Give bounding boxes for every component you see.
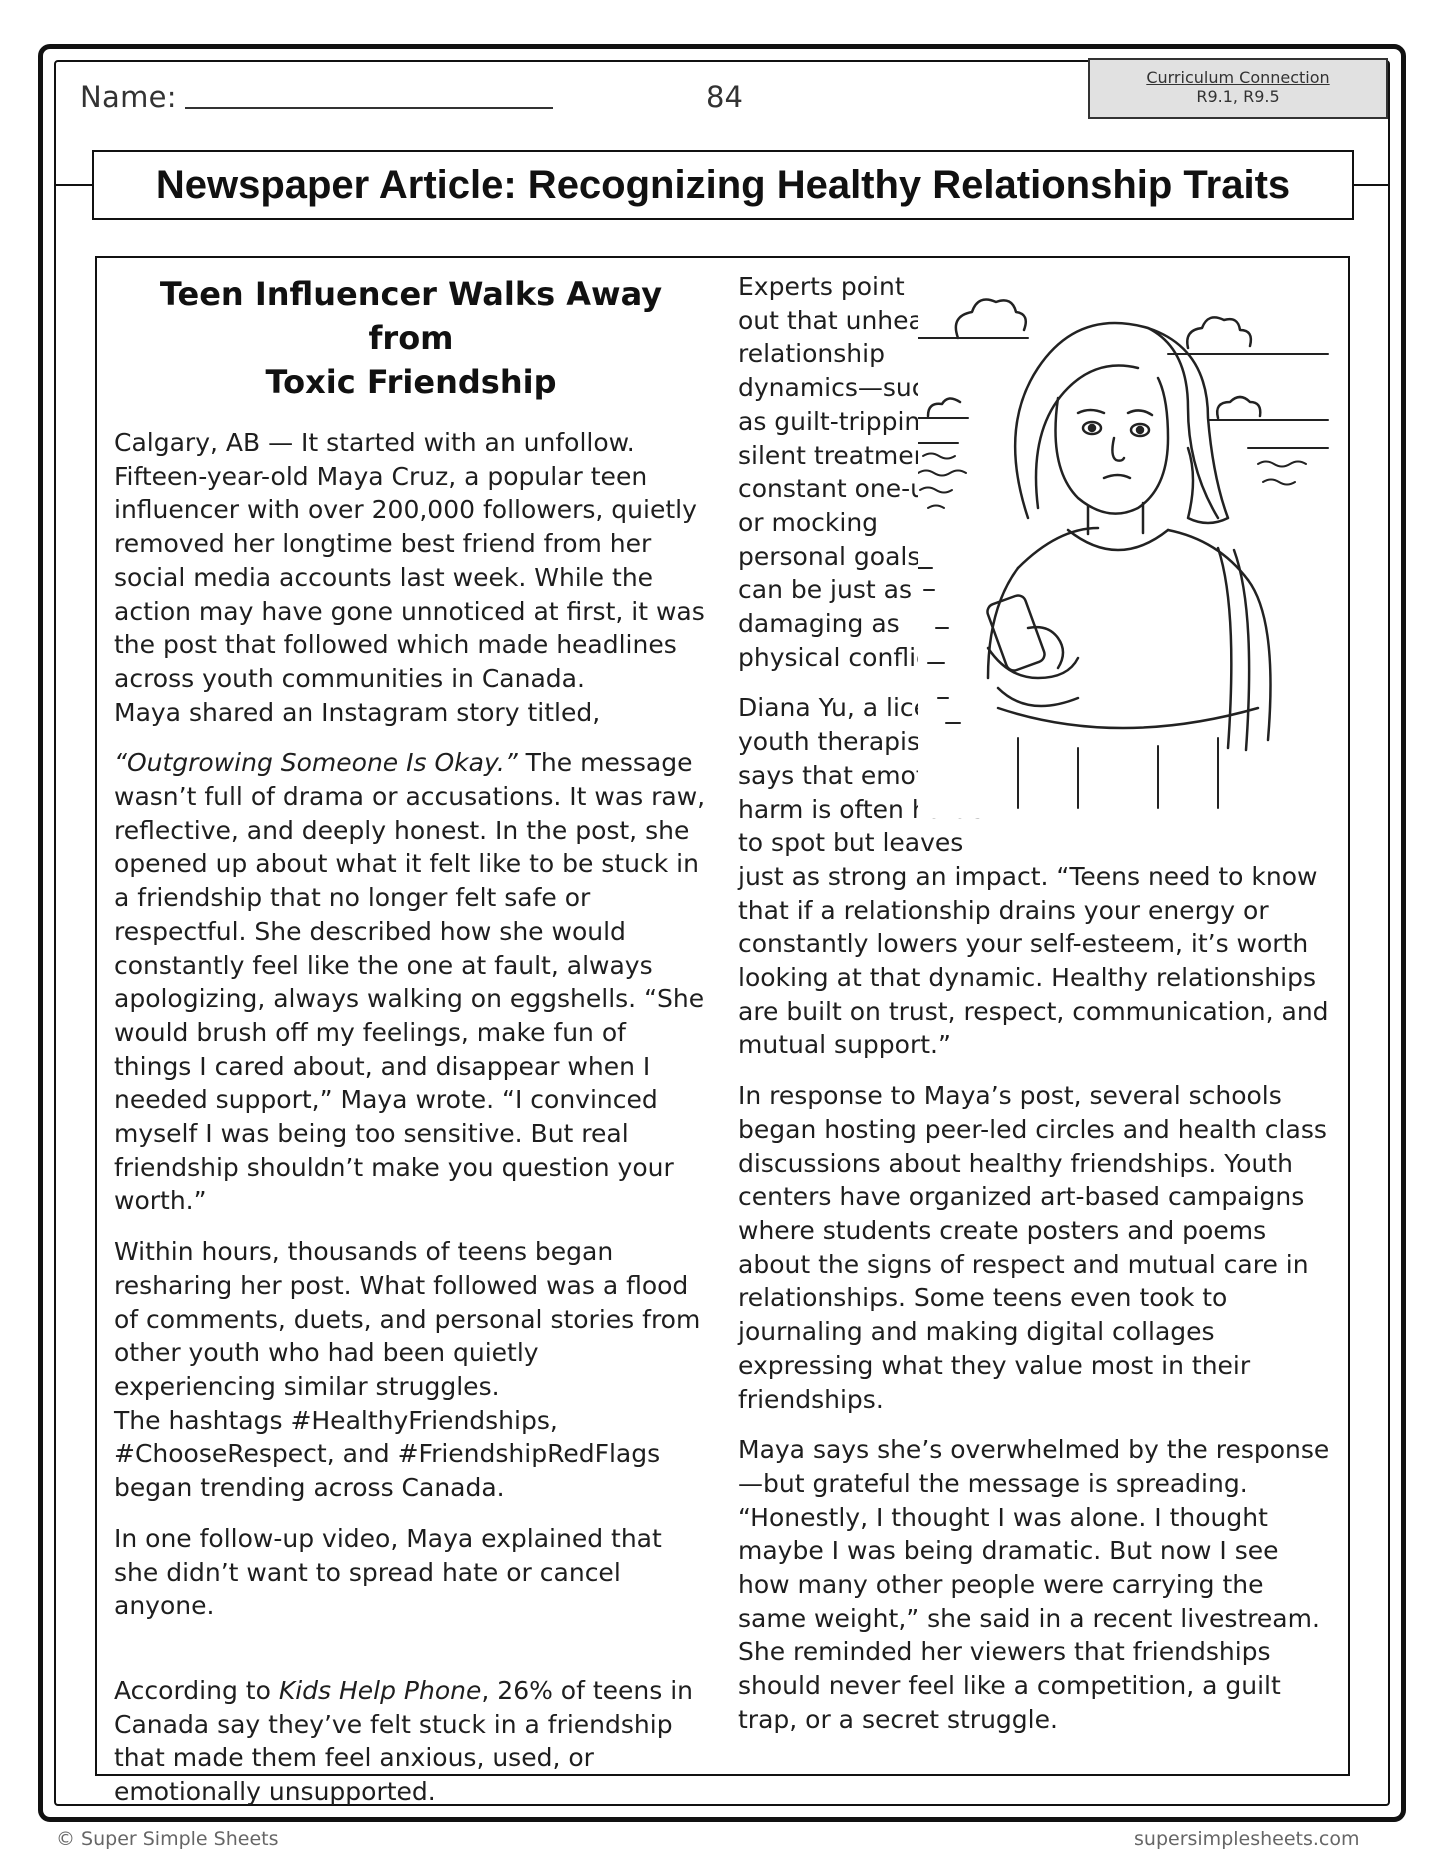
title-rule-left [54,184,94,186]
footer-website-link[interactable]: supersimplesheets.com [1134,1828,1360,1850]
curriculum-codes: R9.1, R9.5 [1196,87,1280,106]
name-label: Name: [80,80,177,114]
statistic-source: Kids Help Phone [278,1675,482,1705]
post-title-quote: “Outgrowing Someone Is Okay.” [114,748,518,778]
name-blank-line[interactable] [185,81,553,109]
curriculum-connection-box [1088,58,1388,119]
paragraph-post [114,746,708,1218]
paragraph-therapist: Diana Yu, a licensed youth therapist, says that emotional harm is often harder to spot but leaves just as strong an impact. “Teens need to know that if a relationship drains your energy or constantly lowers your self-esteem, it’s worth looking at that dynamic. Healthy relationships are built on trust, respect, communication, and mutual support.” [738,693,1329,1060]
name-field[interactable] [80,80,553,114]
paragraph-reaction: Within hours, thousands of teens began resharing her post. What followed was a flood of comments, duets, and personal stories from other youth who had been quietly experiencing similar struggles. [114,1237,701,1401]
footer-copyright: © Super Simple Sheets [56,1828,279,1850]
article-headline [114,270,708,404]
statistic-pre: According to [114,1675,279,1705]
page-number: 84 [706,80,743,114]
post-body: The message wasn’t full of drama or accusations. It was raw, reflective, and deeply honest. In the post, she opened up about what it felt like to be stuck in a friendship that no longer felt safe or respectful. She described how she would constantly feel like the one at fault, always apologizing, always walking on eggshells. “She would brush off my feelings, make fun of things I cared about, and disappear when I needed support,” Maya wrote. “I convinced myself I was being too sensitive. But real friendship shouldn’t make you question your worth.” [114,748,706,1216]
paragraph-schools: In response to Maya’s post, several schools began hosting peer-led circles and health class discussions about healthy friendships. Youth centers have organized art-based campaigns where students create posters and poems about the signs of respect and mutual care in relationships. Some teens even took to journaling and making digital collages expressing what they value most in their friendships. [738,1081,1327,1414]
paragraph-experts: Experts point out that unhealthy relationship dynamics—such as guilt-tripping, silent treatment, constant one-upping, or mocking personal goals— can be just as damaging as physical conflict. [738,272,1005,672]
title-rule-right [1352,184,1390,186]
curriculum-title: Curriculum Connection [1146,68,1330,87]
therapist-quote: just as strong an impact. “Teens need to know that if a relationship drains your energy or constantly lowers your self-esteem, it’s worth looking at that dynamic. Healthy relationships are built on trust, respect, communication, and mutual support.” [738,861,1329,1060]
article-left-column [114,270,708,1826]
statistic-rest: , 26% of teens in Canada say they’ve felt stuck in a friendship that made them feel anxious, used, or emotionally unsupported. [114,1675,694,1807]
paragraph-hashtags: The hashtags #HealthyFriendships, #ChooseRespect, and #FriendshipRedFlags began trending across Canada. [114,1405,661,1503]
girl-with-phone-illustration [918,268,1346,818]
paragraph-maya-response: Maya says she’s overwhelmed by the response—but grateful the message is spreading. “Honestly, I thought I was alone. I thought maybe I was being dramatic. But now I see how many other people were carrying the same weight,” she said in a recent livestream. She reminded her viewers that friendships should never feel like a competition, a guilt trap, or a secret struggle. [738,1435,1330,1734]
headline-line-2: Toxic Friendship [265,363,557,401]
worksheet-title: Newspaper Article: Recognizing Healthy Relationship Traits [92,150,1354,220]
paragraph-statistic [114,1674,708,1809]
paragraph-intro-2: Maya shared an Instagram story titled, [114,697,601,727]
paragraph-followup: In one follow-up video, Maya explained that she didn’t want to spread hate or cancel anyone. [114,1523,662,1621]
headline-line-1: Teen Influencer Walks Away from [159,275,663,357]
paragraph-intro: Calgary, AB — It started with an unfollow. Fifteen-year-old Maya Cruz, a popular teen influencer with over 200,000 followers, quietly removed her longtime best friend from her social media accounts last week. While the action may have gone unnoticed at first, it was the post that followed which made headlines across youth communities in Canada. [114,428,705,693]
